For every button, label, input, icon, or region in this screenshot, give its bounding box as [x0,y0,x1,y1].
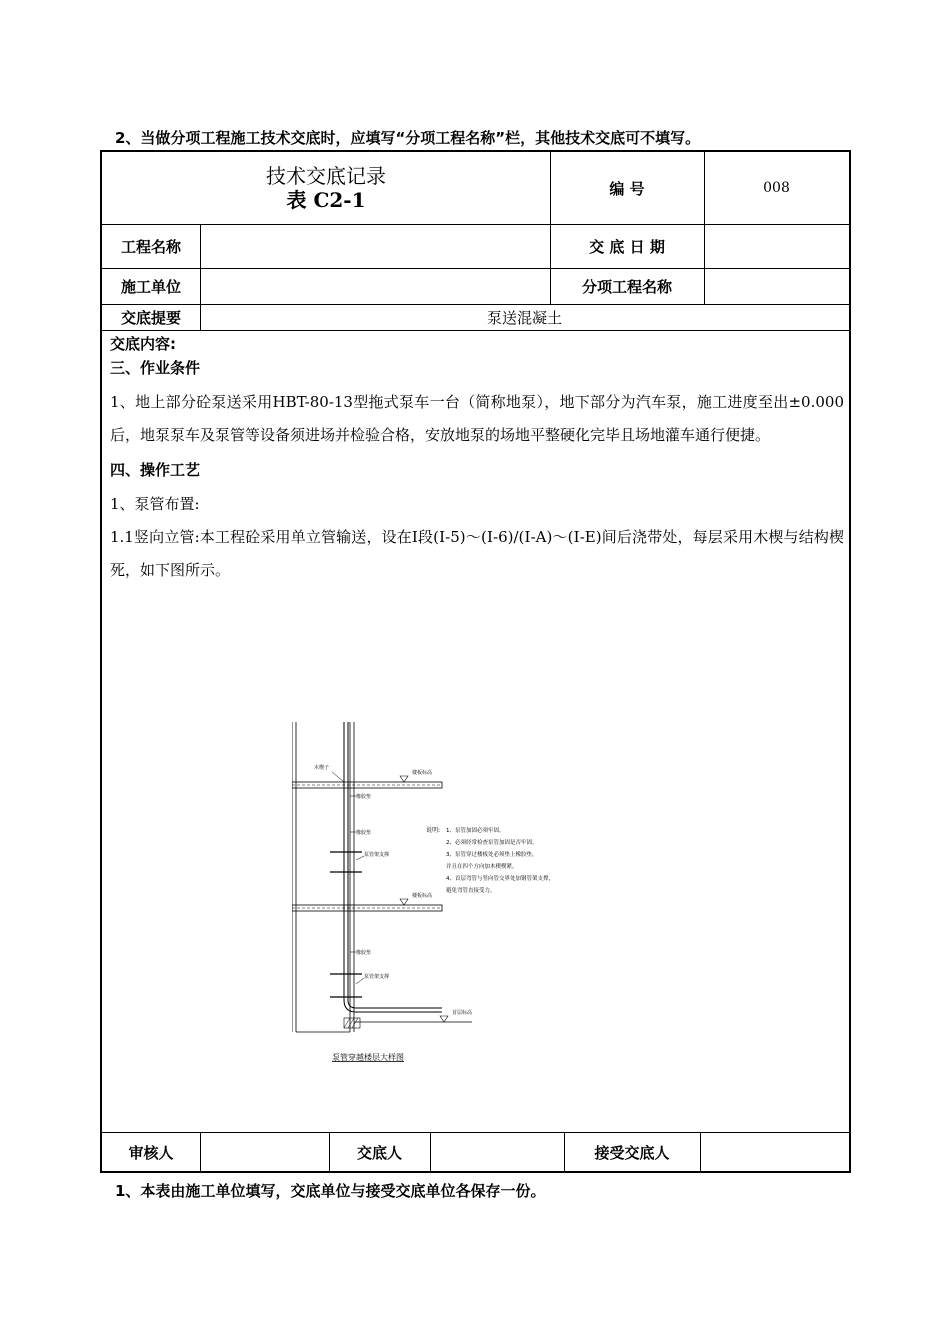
form-title: 技术交底记录 [266,164,386,188]
label-pipe-support-2: 泵管架支撑 [364,974,390,980]
sub-project-field[interactable] [704,268,849,304]
section-4-item-1-1: 1.1竖向立管:本工程砼采用单立管输送，设在Ⅰ段(Ⅰ-5)～(Ⅰ-6)/(Ⅰ-A)～(Ⅰ-E)间后浇带处，每层采用木楔与结构楔死，如下图所示。 [110,528,844,579]
discloser-field[interactable] [430,1132,564,1173]
top-note: 2、当做分项工程施工技术交底时，应填写“分项工程名称”栏，其他技术交底可不填写。 [115,129,701,147]
label-pipe-support-1: 泵管架支撑 [364,852,390,858]
content-heading: 交底内容: [110,335,176,353]
reviewer-field[interactable] [200,1132,329,1173]
project-name-label: 工程名称 [120,237,181,256]
disclosure-form [100,150,851,1173]
label-rubber-pad-1: 橡胶垫 [356,794,372,800]
label-ground-level: 首层标高 [452,1010,473,1016]
diagram-note-1: 1、泵管加固必须牢固。 [446,828,505,834]
construction-unit-label: 施工单位 [120,277,181,296]
disclosure-content [110,332,844,587]
label-rubber-pad-3: 橡胶垫 [356,950,372,956]
diagram-note-6: 避免弯管直接受力。 [446,888,496,894]
date-label: 交 底 日 期 [589,237,665,256]
summary-value[interactable]: 泵送混凝土 [486,308,562,327]
summary-label: 交底提要 [120,308,181,327]
diagram-note-5: 4、首层弯管与竖向管交界处加钢管架支撑， [446,876,555,882]
project-name-field[interactable] [200,224,550,268]
number-label: 编 号 [609,179,645,198]
diagram-note-4: 并且在四个方向加木楔楔紧。 [446,864,518,870]
label-floor-slab-1: 楼板标高 [412,770,433,776]
label-wood-wedge: 木楔子 [314,765,330,771]
label-rubber-pad-2: 橡胶垫 [356,830,372,836]
sub-project-label: 分项工程名称 [581,277,672,296]
bottom-note: 1、本表由施工单位填写，交底单位与接受交底单位各保存一份。 [115,1182,546,1200]
pump-pipe-floor-detail-diagram [292,722,592,1067]
discloser-label: 交底人 [356,1144,402,1162]
label-floor-slab-2: 楼板标高 [412,893,433,899]
form-title-block [102,152,550,224]
form-code: 表 C2-1 [286,188,366,212]
construction-unit-field[interactable] [200,268,550,304]
date-field[interactable] [704,224,849,268]
diagram-notes-title: 说明: [426,827,441,834]
diagram-caption: 泵管穿越楼层大样图 [332,1053,404,1062]
section-4-title: 四、操作工艺 [110,461,201,479]
diagram-note-3: 3、泵管穿过楼板处必须垫上橡胶垫， [446,852,538,858]
number-value[interactable]: 008 [763,180,790,196]
receiver-label: 接受交底人 [594,1144,670,1162]
section-3-title: 三、作业条件 [110,359,201,377]
section-3-paragraph: 1、地上部分砼泵送采用HBT-80-13型拖式泵车一台（简称地泵），地下部分为汽车泵，施工进度至出±0.000后，地泵泵车及泵管等设备须进场并检验合格，安放地泵的场地平整硬化完毕且场地灌车通行便捷。 [110,393,844,444]
receiver-field[interactable] [700,1132,849,1173]
reviewer-label: 审核人 [128,1144,174,1162]
section-4-item-1: 1、泵管布置: [110,495,200,513]
diagram-note-2: 2、必须经常检查泵管加固是否牢固。 [446,840,538,846]
